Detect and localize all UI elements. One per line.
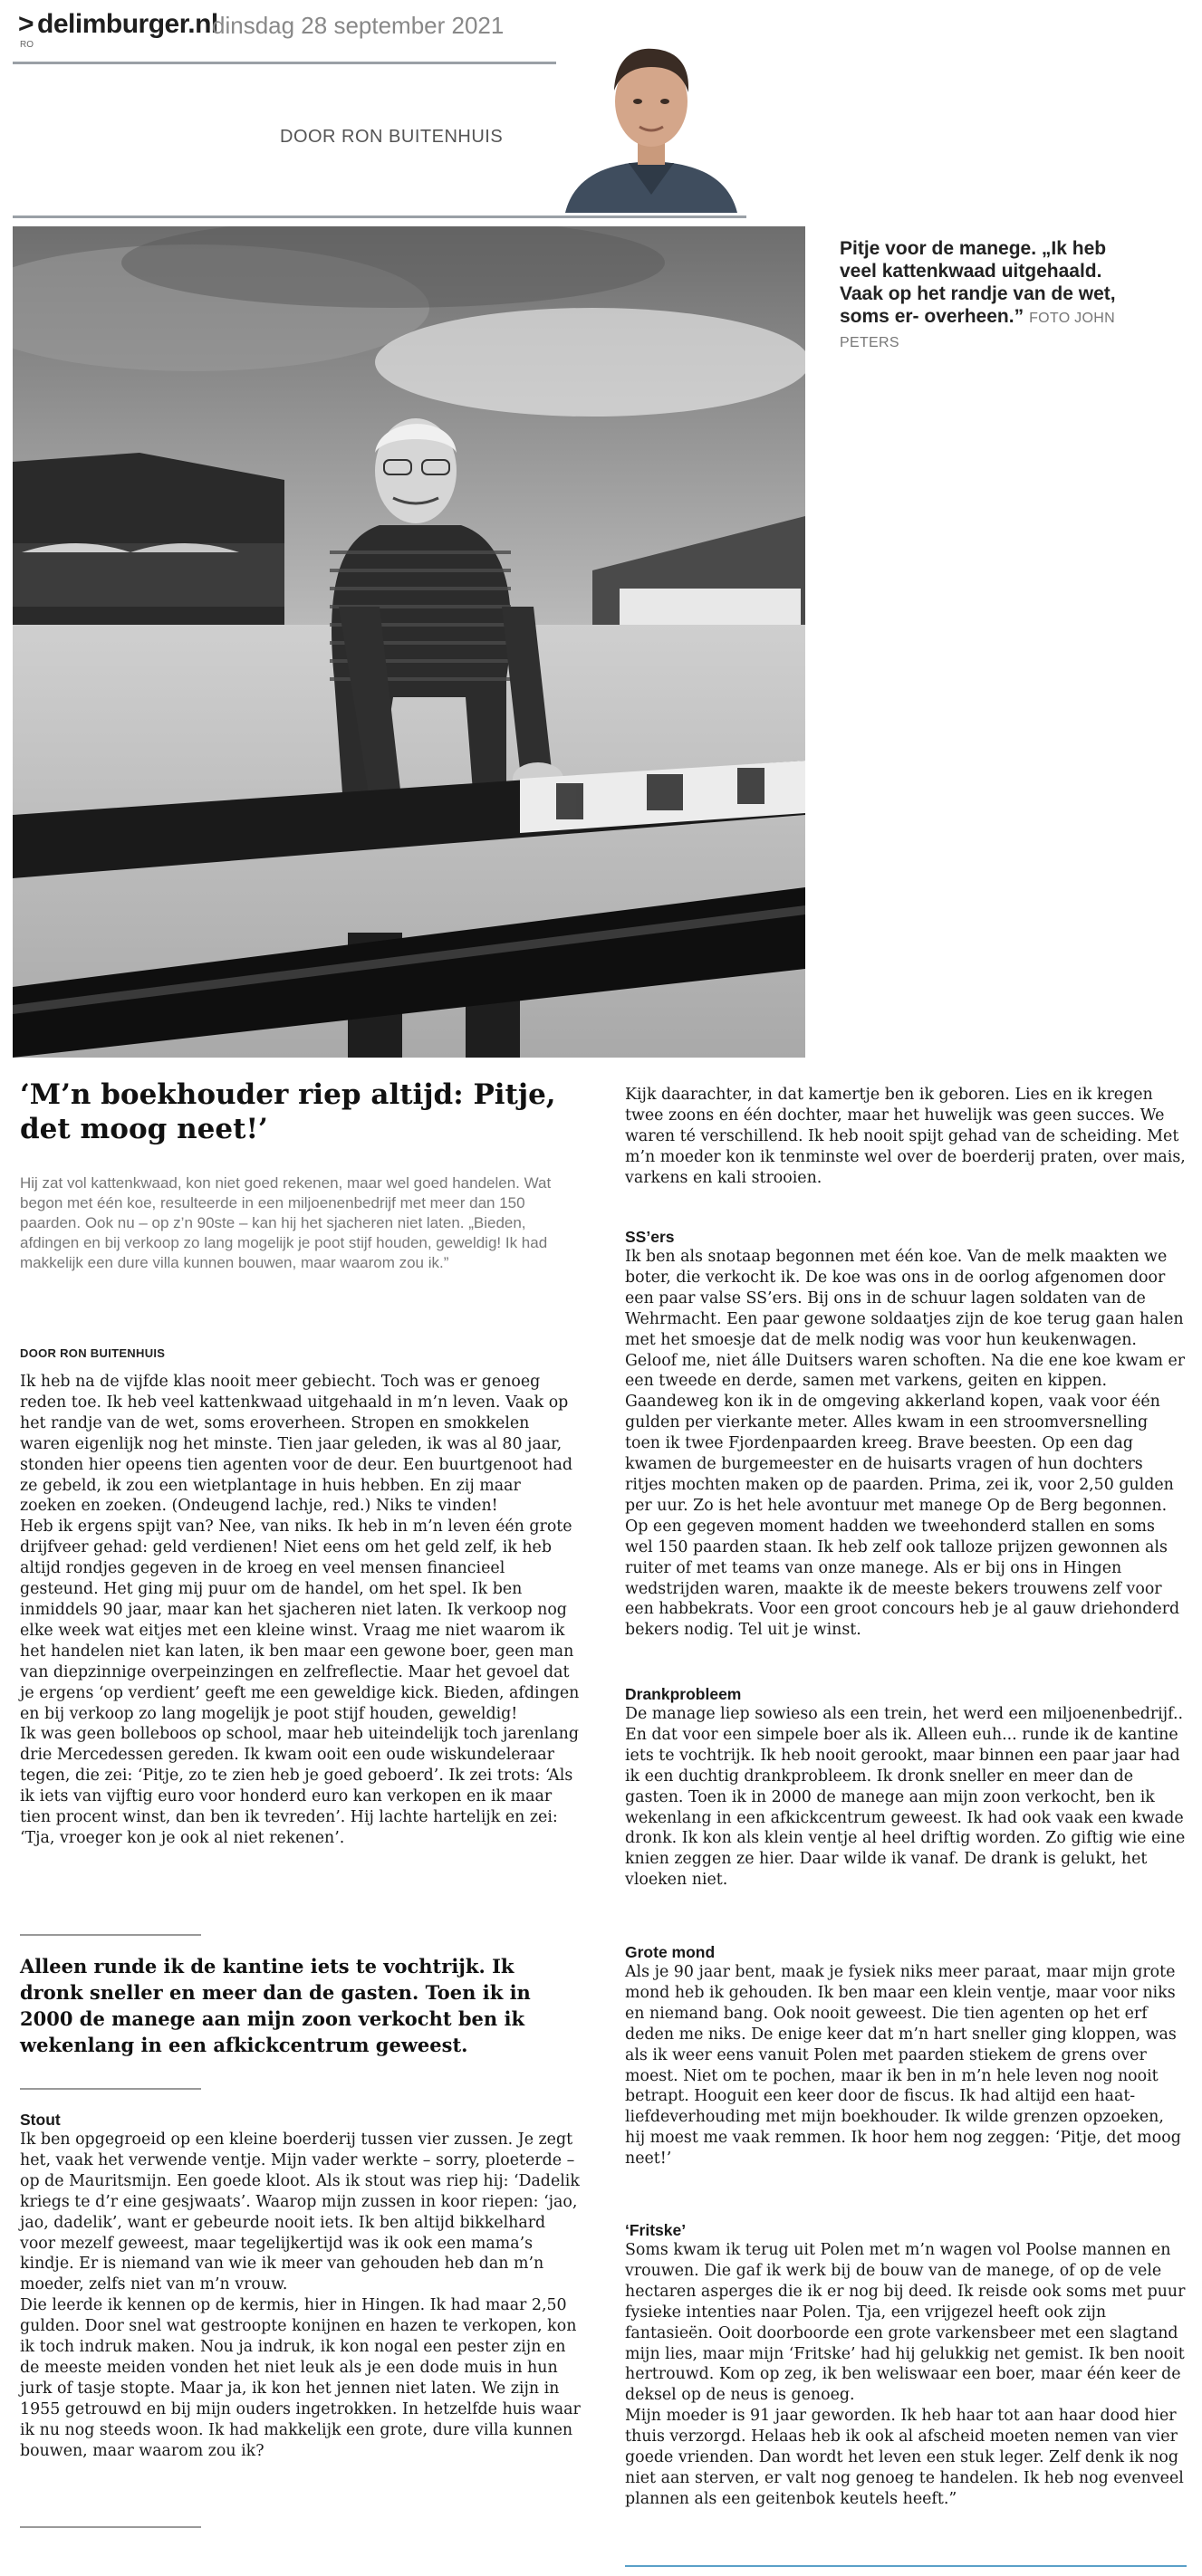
body-paragraph: Ik ben opgegroeid op een kleine boerderij tussen vier zussen. Je zegt het, vaak het verwende ventje. Mijn vader werkte – sorry, ploeterde – op de Mauritsmijn. Een goede kloot. Als ik stout was riep hij: ‘Dadelik kriegs te d’r eine gesjwaats’. Waarop mijn zussen in koor riepen: ‘jao, jao, dadelik’, want er gebeurde nooit iets. Ik ben altijd bikkelhard voor mezelf geweest, maar tegelijkertijd was ik ook een mama’s kindje. Er is niemand van wie ik meer van gehouden heb dan m’n moeder, zelfs niet van m’n vrouw. (20, 2131, 580, 2294)
brand-arrow-icon: > (18, 9, 34, 39)
article-intro: Hij zat vol kattenkwaad, kon niet goed rekenen, maar wel goed handelen. Wat begon met één koe, resulteerde in een miljoenenbedrijf met meer dan 150 paarden. Ook nu – op z’n 90ste – kan hij het sjacheren niet laten. „Bieden, afdingen en bij verkoop zo lang mogelijk je poot stijf houden, geweldig! Ik had makkelijk een dure villa kunnen bouwen, maar waarom zou ik.” (20, 1174, 552, 1271)
photo-credit: FOTO JOHN PETERS (840, 311, 1115, 350)
body-paragraph: Ik was geen bolleboos op school, maar heb uiteindelijk toch jarenlang drie Mercedessen gereden. Ik kwam ooit een oude wiskundeleraar tegen, die zei: ‘Pitje, zo te zien heb je goed geboerd’. Ik zei trots: ‘Als ik iets van vijftig euro voor honderd euro kan verkopen en ik maar tien procent winst, dan ben ik tevreden’. Hij lachte hartelijk en zei: ‘Tja, vroeger kon je ook al niet rekenen’. (20, 1725, 579, 1847)
divider (20, 2526, 201, 2528)
section-heading: ‘Fritske’ (625, 2221, 687, 2239)
left-column-body (20, 1372, 582, 1849)
article-end-rule (625, 2565, 1187, 2567)
section-drankprobleem (625, 1684, 1187, 1891)
section-heading: Grote mond (625, 1943, 716, 1961)
divider (20, 2088, 201, 2090)
body-paragraph: Ik ben als snotaap begonnen met één koe. Van de melk maakten we boter, die verkocht ik. De koe was ons in de oorlog afgenomen door een paar valse SS’ers. Bij ons in de schuur lagen soldaten van de Wehrmacht. Een paar gewone soldaatjes zijn de koe terug gaan halen met het smoesje dat de melk nodig was voor hun keukenwagen. Geloof me, niet álle Duitsers waren schoften. Na die ene koe kwam er een tweede en derde, samen met varkens, geiten en kippen. Gaandeweg kon ik in de omgeving akkerland kopen, vaak voor één gulden per vierkante meter. Alles kwam in een stroomversnelling toen ik twee Fjordenpaarden kreeg. Brave beesten. Op een dag kwamen de burgemeester en de huisarts vragen of hun dochters ritjes mochten maken op de paarden. Prima, zei ik, voor 2,50 gulden per uur. Zo is het hele avontuur met manege Op de Berg begonnen. Op een gegeven moment hadden we tweehonderd stallen en soms wel 150 paarden staan. Ik heb zelf ook talloze prijzen gewonnen als ruiter of met teams van onze manege. Als er bij ons in Hingen wedstrijden waren, maakte ik de meeste bekers trouwens zelf voor een habbekrats. Voor een groot concours heb je al gauw driehonderd bekers nodig. Tel uit je winst. (625, 1248, 1186, 1640)
right-column-intro (625, 1085, 1187, 1189)
body-paragraph: Ik heb na de vijfde klas nooit meer gebiecht. Toch was er genoeg reden toe. Ik heb veel kattenkwaad uitgehaald in m’n leven. Vaak op het randje van de wet, soms eroverheen. Stropen en smokkelen waren eigenlijk nog het minste. Tien jaar geleden, ik was al 80 jaar, stonden hier opeens tien agenten voor de deur. Een buurtgenoot had ze gebeld, ik zou een wietplantage in huis hebben. En zij maar zoeken en zoeken. (Ondeugend lachje, red.) Niks te vinden! (20, 1373, 573, 1516)
article-byline: DOOR RON BUITENHUIS (20, 1346, 166, 1360)
section-ssers (625, 1227, 1187, 1641)
section-stout (20, 2110, 582, 2462)
body-paragraph: Heb ik ergens spijt van? Nee, van niks. Ik heb in m’n leven één grote drijfveer gehad: geld verdienen! Niet eens om het geld zelf, ik heb altijd rondjes gegeven in de kroeg en veel mensen financieel gesteund. Het ging mij puur om de handel, om het spel. Ik ben inmiddels 90 jaar, maar kan het sjacheren niet laten. Ik verkoop nog elke week wat eitjes met een kleine winst. Vraag me niet waarom ik het handelen niet kan laten, ik ben maar een gewone boer, geen man van diepzinnige overpeinzingen en zelfreflectie. Maar het gevoel dat je ergens ‘op verdient’ geeft me een geweldige kick. Bieden, afdingen en bij verkoop zo lang mogelijk je poot stijf houden, geweldig! (20, 1518, 580, 1723)
section-heading: Drankprobleem (625, 1685, 742, 1703)
section-heading: SS’ers (625, 1228, 675, 1246)
body-paragraph: Die leerde ik kennen op de kermis, hier in Hingen. Ik had maar 2,50 gulden. Door snel wat gestroopte konijnen en hazen te verkopen, kon ik toch indruk maken. Nou ja indruk, ik kon nogal een pester zijn en de meeste meiden vonden het niet leuk als je een dode muis in hun jurk of tasje stopte. Maar ja, ik kon het jennen niet laten. We zijn in 1955 getrouwd en bij mijn ouders ingetrokken. In hetzelfde huis waar ik nu nog steeds woon. Ik had makkelijk een grote, dure villa kunnen bouwen, maar waarom zou ik? (20, 2296, 581, 2460)
pull-quote: Alleen runde ik de kantine iets te vochtrijk. Ik dronk sneller en meer dan de gasten. Toen ik in 2000 de manege aan mijn zoon verkocht ben ik wekenlang in een afkickcentrum geweest. (20, 1955, 531, 2056)
caption-text: Pitje voor de manege. „Ik heb veel kattenkwaad uitgehaald. Vaak op het randje van de wet, soms er- overheen.” (840, 238, 1116, 327)
brand-logo[interactable] (18, 9, 218, 40)
author-header (13, 63, 746, 218)
photo-caption (840, 237, 1148, 354)
issue-date: dinsdag 28 september 2021 (212, 12, 505, 39)
body-paragraph: Soms kwam ik terug uit Polen met m’n wagen vol Poolse mannen en vrouwen. Die gaf ik werk bij de bouw van de manege, of op de vele hectaren asperges die ik er nog bij deed. Ik reisde ook soms met puur fysieke intenties naar Polen. Tja, een vrijgezel heeft ook zijn fantasieën. Ooit doorboorde een grote varkensbeer met een slagtand mijn lies, maar mijn ‘Fritske’ had hij gelukkig net gemist. Ik ben nooit hertrouwd. Kom op zeg, ik ben weliswaar een boer, maar één keer de deksel op de neus is genoeg. (625, 2241, 1186, 2405)
author-byline: DOOR RON BUITENHUIS (280, 127, 504, 147)
body-paragraph: De manage liep sowieso als een trein, het werd een miljoenenbedrijf.. En dat voor een simpele boer als ik. Alleen euh... runde ik de kantine iets te vochtrijk. Ik heb nooit gerookt, maar binnen een paar jaar had ik een duchtig drankprobleem. Ik dronk sneller en meer dan de gasten. Toen ik in 2000 de manege aan mijn zoon verkocht, ben ik wekenlang in een afkickcentrum geweest. Ik had ook vaak een kwade dronk. Ik kon als klein ventje al heel driftig worden. Zo giftig wie eine knien zeggen ze hier. Daar wilde ik vanaf. De drank is gelukt, het vloeken niet. (625, 1705, 1186, 1890)
edition-code: RO (20, 40, 34, 50)
article-headline: ‘M’n boekhouder riep altijd: Pitje, det moog neet!’ (20, 1078, 556, 1145)
section-fritske (625, 2220, 1187, 2510)
section-grote-mond (625, 1942, 1187, 2169)
author-portrait (556, 27, 746, 213)
section-heading: Stout (20, 2111, 61, 2129)
body-paragraph: Kijk daarachter, in dat kamertje ben ik geboren. Lies en ik kregen twee zoons en één dochter, maar het huwelijk was geen succes. We waren té verschillend. Ik heb nooit spijt gehad van de scheiding. Met m’n moeder kon ik tenminste wel over de boerderij praten, over mais, varkens en kali strooien. (625, 1086, 1186, 1187)
divider (20, 1934, 201, 1936)
body-paragraph: Mijn moeder is 91 jaar geworden. Ik heb haar tot aan haar dood hier thuis verzorgd. Helaas heb ik ook al afscheid moeten nemen van vier goede vrienden. Dan wordt het leven een stuk leger. Zelf denk ik nog niet aan sterven, er valt nog genoeg te handelen. Ik heb nog evenveel plannen als een geitenbok keutels heeft.” (625, 2407, 1184, 2508)
body-paragraph: Als je 90 jaar bent, maak je fysiek niks meer paraat, maar mijn grote mond heb ik gehouden. Ik ben maar een klein ventje, maar voor niks en niemand bang. Ook nooit geweest. Die tien agenten op het erf deden me niks. De enige keer dat m’n hart sneller ging kloppen, was als ik weer eens vanuit Polen met paarden stiekem de grens over moest. Niet om te pochen, maar ik ben in m’n hele leven nog nooit betrapt. Hooguit een keer door de fiscus. Ik had altijd een haat-liefdeverhouding met mijn boekhouder. Ik wilde grenzen opzoeken, hij moest me vaak remmen. Ik hoor hem nog zeggen: ‘Pitje, det moog neet!’ (625, 1963, 1181, 2169)
main-photo (13, 226, 805, 1058)
brand-name: delimburger.nl (37, 9, 218, 39)
